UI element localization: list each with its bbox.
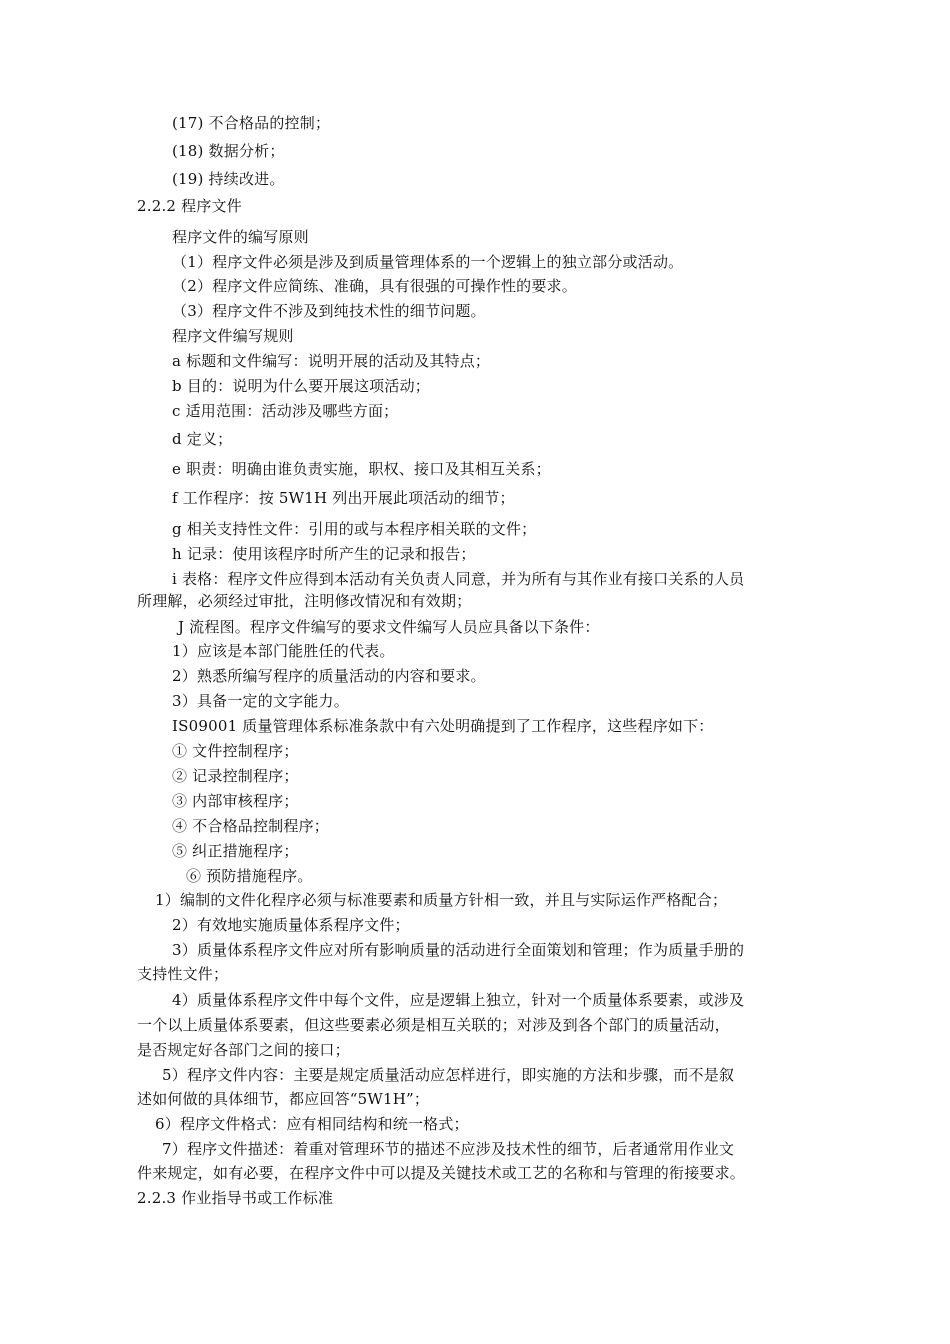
text-line: 所理解，必须经过审批，注明修改情况和有效期； [137,592,472,610]
text-line: h 记录：使用该程序时所产生的记录和报告； [172,545,476,563]
text-line: （1）程序文件必须是涉及到质量管理体系的一个逻辑上的独立部分或活动。 [172,253,684,271]
text-line: 2.2.3 作业指导书或工作标准 [137,1189,334,1207]
text-line: i 表格：程序文件应得到本活动有关负责人同意，并为所有与其作业有接口关系的人员 [172,570,745,588]
text-line: 2）有效地实施质量体系程序文件； [172,916,410,934]
text-line: ② 记录控制程序； [172,767,299,785]
text-line: 程序文件的编写原则 [172,228,309,246]
text-line: 3）具备一定的文字能力。 [172,692,349,710]
text-line: ① 文件控制程序； [172,742,299,760]
text-line: 程序文件编写规则 [172,327,294,345]
text-line: 件来规定，如有必要，在程序文件中可以提及关键技术或工艺的名称和与管理的衔接要求。 [137,1164,746,1182]
text-line: ④ 不合格品控制程序； [172,817,329,835]
text-line: (17) 不合格品的控制； [172,114,331,132]
text-line: ⑤ 纠正措施程序； [172,842,299,860]
text-line: f 工作程序：按 5W1H 列出开展此项活动的细节； [172,489,515,507]
text-line: J 流程图。程序文件编写的要求文件编写人员应具备以下条件： [178,618,600,636]
text-line: ③ 内部审核程序； [172,792,299,810]
text-line: 1）应该是本部门能胜任的代表。 [172,642,395,660]
text-line: e 职责：明确由谁负责实施，职权、接口及其相互关系； [172,460,551,478]
text-line: 1）编制的文件化程序必须与标准要素和质量方针相一致，并且与实际运作严格配合； [155,891,728,909]
text-line: 4）质量体系程序文件中每个文件，应是逻辑上独立，针对一个质量体系要素，或涉及 [172,991,745,1009]
text-line: g 相关支持性文件：引用的或与本程序相关联的文件； [172,520,537,538]
text-line: （2）程序文件应简练、准确，具有很强的可操作性的要求。 [172,277,577,295]
text-line: 一个以上质量体系要素，但这些要素必须是相互关联的；对涉及到各个部门的质量活动， [137,1016,730,1034]
text-line: 支持性文件； [137,965,229,983]
text-line: IS09001 质量管理体系标准条款中有六处明确提到了工作程序，这些程序如下： [172,717,714,735]
text-line: (19) 持续改进。 [172,170,285,188]
text-line: 2.2.2 程序文件 [137,197,242,215]
text-line: 2）熟悉所编写程序的质量活动的内容和要求。 [172,667,486,685]
text-line: 7）程序文件描述：着重对管理环节的描述不应涉及技术性的细节，后者通常用作业文 [162,1140,735,1158]
text-line: b 目的：说明为什么要开展这项活动； [172,377,430,395]
text-line: （3）程序文件不涉及到纯技术性的细节问题。 [172,302,486,320]
text-line: d 定义； [172,430,233,448]
text-line: c 适用范围：活动涉及哪些方面； [172,402,399,420]
text-line: 6）程序文件格式：应有相同结构和统一格式； [155,1115,469,1133]
text-line: a 标题和文件编写：说明开展的活动及其特点； [172,352,491,370]
text-line: 3）质量体系程序文件应对所有影响质量的活动进行全面策划和管理；作为质量手册的 [172,941,745,959]
text-line: (18) 数据分析； [172,142,285,160]
text-line: 述如何做的具体细节，都应回答“5W1H”； [137,1090,430,1108]
text-line: 是否规定好各部门之间的接口； [137,1041,350,1059]
text-line: ⑥ 预防措施程序。 [186,867,313,885]
text-line: 5）程序文件内容：主要是规定质量活动应怎样进行，即实施的方法和步骤，而不是叙 [162,1066,735,1084]
